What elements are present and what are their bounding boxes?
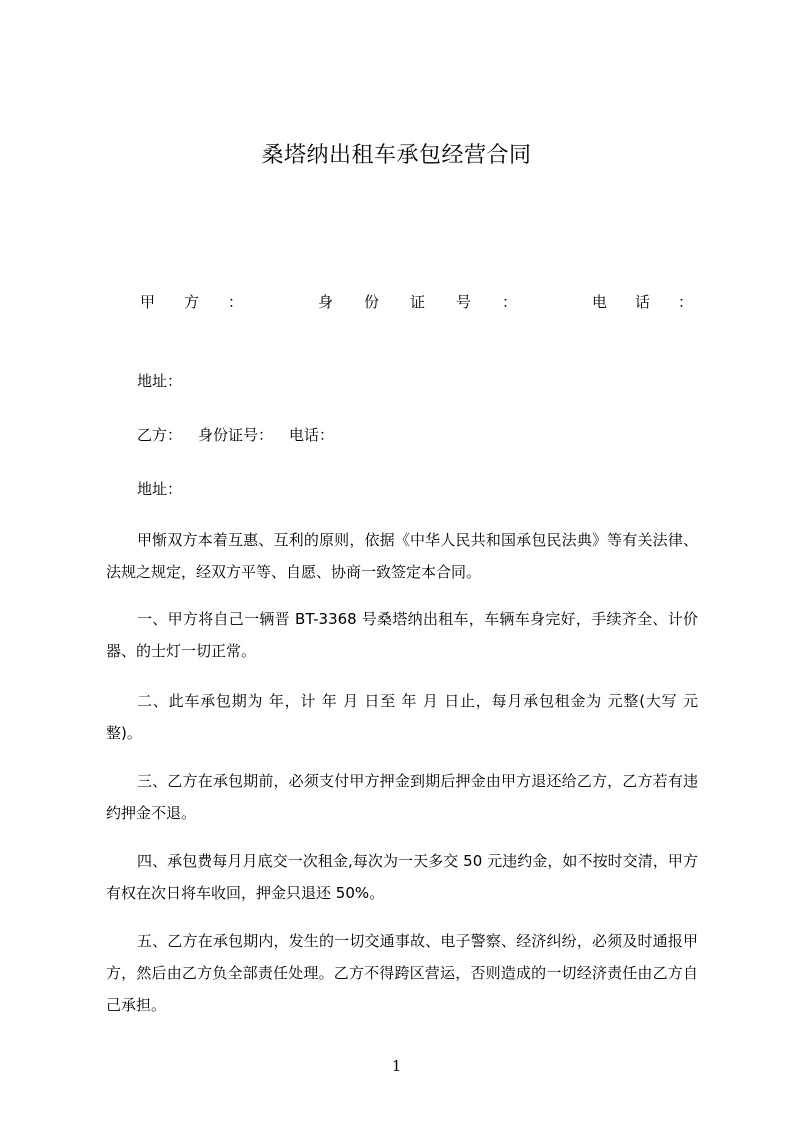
party-b-id-label: 身份证号： bbox=[198, 426, 274, 444]
preamble-paragraph: 甲惭双方本着互惠、互利的原则，依据《中华人民共和国承包民法典》等有关法律、法规之规定，经双方平等、自愿、协商一致签定本合同。 bbox=[106, 531, 698, 581]
party-b-phone-label: 电话： bbox=[289, 426, 335, 444]
party-a-id-label: 身份证号： bbox=[318, 293, 549, 311]
party-a-name-label: 甲方： bbox=[140, 293, 273, 311]
clause-4-paragraph: 四、承包费每月月底交一次租金,每次为一天多交 50 元违约金，如不按时交清，甲方有权在次日将车收回，押金只退还 50%。 bbox=[106, 852, 698, 902]
party-a-row bbox=[140, 291, 722, 313]
clause-1-paragraph: 一、甲方将自己一辆晋 BT-3368 号桑塔纳出租车，车辆车身完好，手续齐全、计价器、的士灯一切正常。 bbox=[106, 610, 698, 660]
clause-5-paragraph: 五、乙方在承包期内，发生的一切交通事故、电子警察、经济纠纷，必须及时通报甲方，然后由乙方负全部责任处理。乙方不得跨区营运，否则造成的一切经济责任由乙方自己承担。 bbox=[106, 932, 698, 1014]
party-b-row bbox=[137, 424, 350, 446]
clause-2-paragraph: 二、此车承包期为 年，计 年 月 日至 年 月 日止，每月承包租金为 元整(大写 元整)。 bbox=[106, 692, 698, 742]
party-b-name-label: 乙方： bbox=[137, 426, 183, 444]
page-number: 1 bbox=[391, 1057, 402, 1075]
party-b-address: 地址： bbox=[137, 480, 183, 498]
clause-3-paragraph: 三、乙方在承包期前，必须支付甲方押金到期后押金由甲方退还给乙方，乙方若有违约押金不退。 bbox=[106, 772, 698, 822]
party-a-address: 地址： bbox=[137, 372, 183, 390]
contract-title: 桑塔纳出租车承包经营合同 bbox=[261, 143, 532, 168]
party-a-phone-label: 电话： bbox=[592, 293, 722, 311]
